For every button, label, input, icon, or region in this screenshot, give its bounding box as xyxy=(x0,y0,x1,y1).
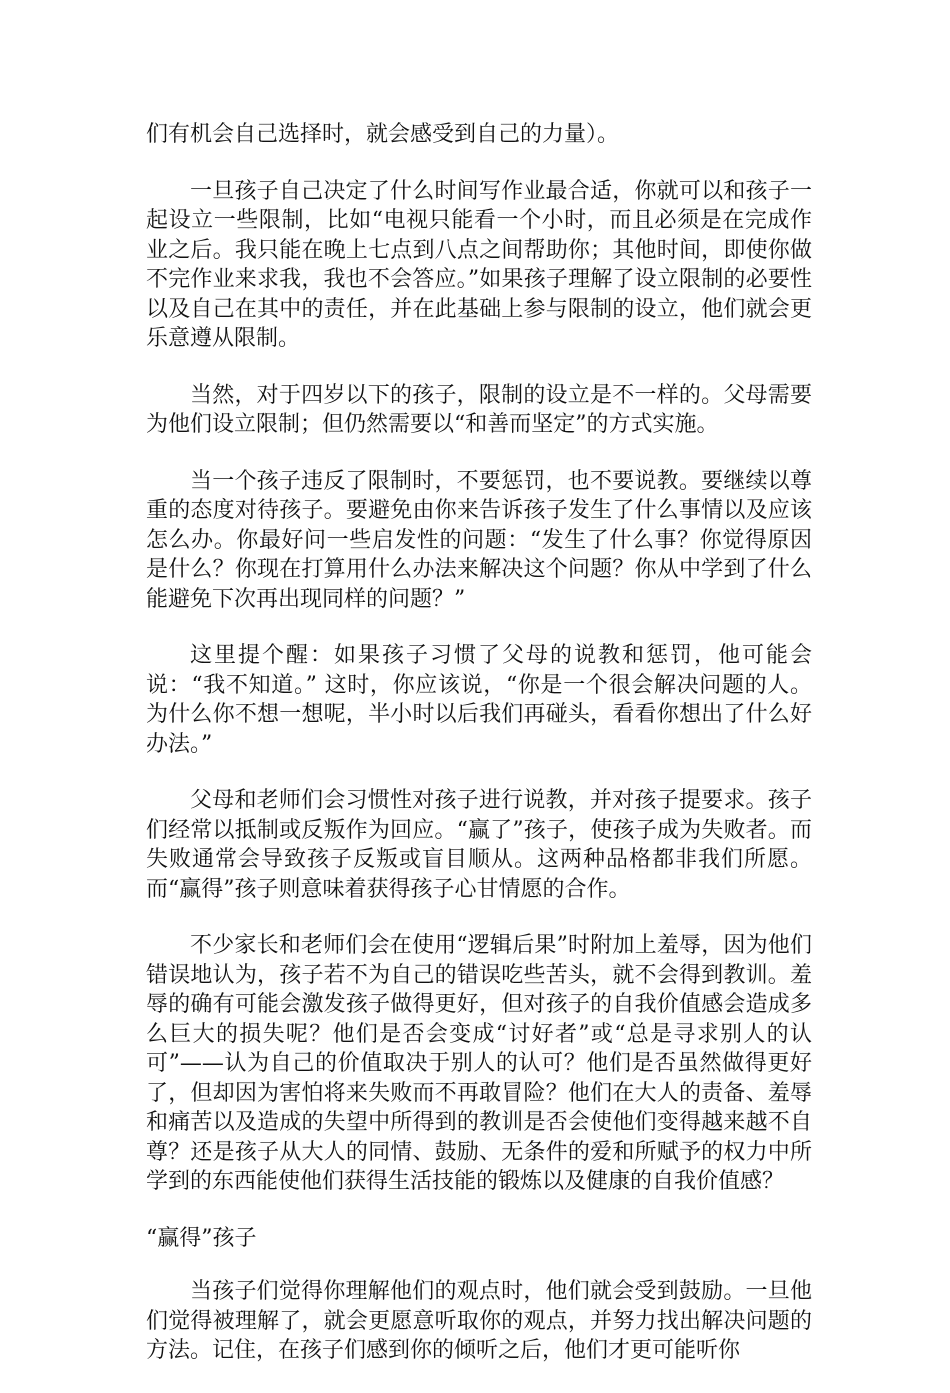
paragraph-humiliation: 不少家长和老师们会在使用“逻辑后果”时附加上羞辱，因为他们错误地认为，孩子若不为自己的错误吃些苦头，就不会得到教训。羞辱的确有可能会激发孩子做得更好，但对孩子的自我价值感会造成多么巨大的损失呢？他们是否会变成“讨好者”或“总是寻求别人的认可”——认为自己的价值取决于别人的认可？他们是否虽然做得更好了，但却因为害怕将来失败而不再敢冒险？他们在大人的责备、羞辱和痛苦以及造成的失望中所得到的教训是否会使他们变得越来越不自尊？还是孩子从大人的同情、鼓励、无条件的爱和所赋予的权力中所学到的东西能使他们获得生活技能的锻炼以及健康的自我价值感？ xyxy=(146,933,812,1194)
paragraph-reminder: 这里提个醒：如果孩子习惯了父母的说教和惩罚，他可能会说：“我不知道。” 这时，你应该说，“你是一个很会解决问题的人。为什么你不想一想呢，半小时以后我们再碰头，看看你想出了什么好办法。” xyxy=(146,643,812,757)
paragraph-winning-over: 父母和老师们会习惯性对孩子进行说教，并对孩子提要求。孩子们经常以抵制或反叛作为回应。“赢了”孩子，使孩子成为失败者。而失败通常会导致孩子反叛或盲目顺从。这两种品格都非我们所愿。而“赢得”孩子则意味着获得孩子心甘情愿的合作。 xyxy=(146,788,812,902)
paragraph-continuation: 们有机会自己选择时，就会感受到自己的力量）。 xyxy=(146,122,620,147)
document-body xyxy=(146,120,812,1393)
section-heading: “赢得”孩子 xyxy=(146,1225,257,1251)
paragraph-violating-limits: 当一个孩子违反了限制时，不要惩罚，也不要说教。要继续以尊重的态度对待孩子。要避免由你来告诉孩子发生了什么事情以及应该怎么办。你最好问一些启发性的问题：“发生了什么事？你觉得原因是什么？你现在打算用什么办法来解决这个问题？你从中学到了什么能避免下次再出现同样的问题？” xyxy=(146,468,812,612)
paragraph-homework-limits: 一旦孩子自己决定了什么时间写作业最合适，你就可以和孩子一起设立一些限制，比如“电视只能看一个小时，而且必须是在完成作业之后。我只能在晚上七点到八点之间帮助你；其他时间，即使你做不完作业来求我，我也不会答应。”如果孩子理解了设立限制的必要性以及自己在其中的责任，并在此基础上参与限制的设立，他们就会更乐意遵从限制。 xyxy=(146,178,812,351)
paragraph-under-four: 当然，对于四岁以下的孩子，限制的设立是不一样的。父母需要为他们设立限制；但仍然需要以“和善而坚定”的方式实施。 xyxy=(146,382,812,437)
paragraph-closing: 当孩子们觉得你理解他们的观点时，他们就会受到鼓励。一旦他们觉得被理解了，就会更愿意听取你的观点，并努力找出解决问题的方法。记住，在孩子们感到你的倾听之后，他们才更可能听你 xyxy=(146,1279,812,1363)
